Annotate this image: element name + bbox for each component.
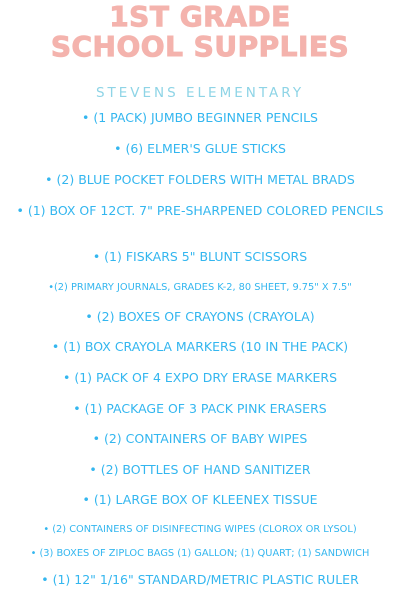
list-item: • (2) CONTAINERS OF BABY WIPES [92,431,308,446]
list-item: • (1) PACKAGE OF 3 PACK PINK ERASERS [73,401,327,416]
list-item: • (2) BOXES OF CRAYONS (CRAYOLA) [85,309,315,324]
list-item: • (1) PACK OF 4 EXPO DRY ERASE MARKERS [62,370,338,385]
list-item: •(2) PRIMARY JOURNALS, GRADES K-2, 80 SHEET, 9.75" X 7.5" [48,282,352,293]
list-item: • (1) LARGE BOX OF KLEENEX TISSUE [82,492,318,507]
title-grade: 1ST GRADE [109,0,291,33]
list-item: • (1) BOX CRAYOLA MARKERS (10 IN THE PACK) [51,339,349,354]
list-item: • (1) 12" 1/16" STANDARD/METRIC PLASTIC RULER [41,572,359,587]
title-school-supplies: SCHOOL SUPPLIES [50,30,350,63]
list-item: • (2) BOTTLES OF HAND SANITIZER [89,462,311,477]
list-item: • (1) FISKARS 5" BLUNT SCISSORS [92,249,308,264]
list-item: • (1) BOX OF 12CT. 7" PRE-SHARPENED COLORED PENCILS [16,203,384,218]
school-name: STEVENS ELEMENTARY [95,85,305,101]
list-item: • (1 PACK) JUMBO BEGINNER PENCILS [82,110,318,125]
list-item: • (6) ELMER'S GLUE STICKS [114,141,286,156]
list-item: • (3) BOXES OF ZIPLOC BAGS (1) GALLON; (1) QUART; (1) SANDWICH [30,548,370,559]
list-item: • (2) BLUE POCKET FOLDERS WITH METAL BRADS [45,172,355,187]
list-item: • (2) CONTAINERS OF DISINFECTING WIPES (CLOROX OR LYSOL) [43,524,357,535]
